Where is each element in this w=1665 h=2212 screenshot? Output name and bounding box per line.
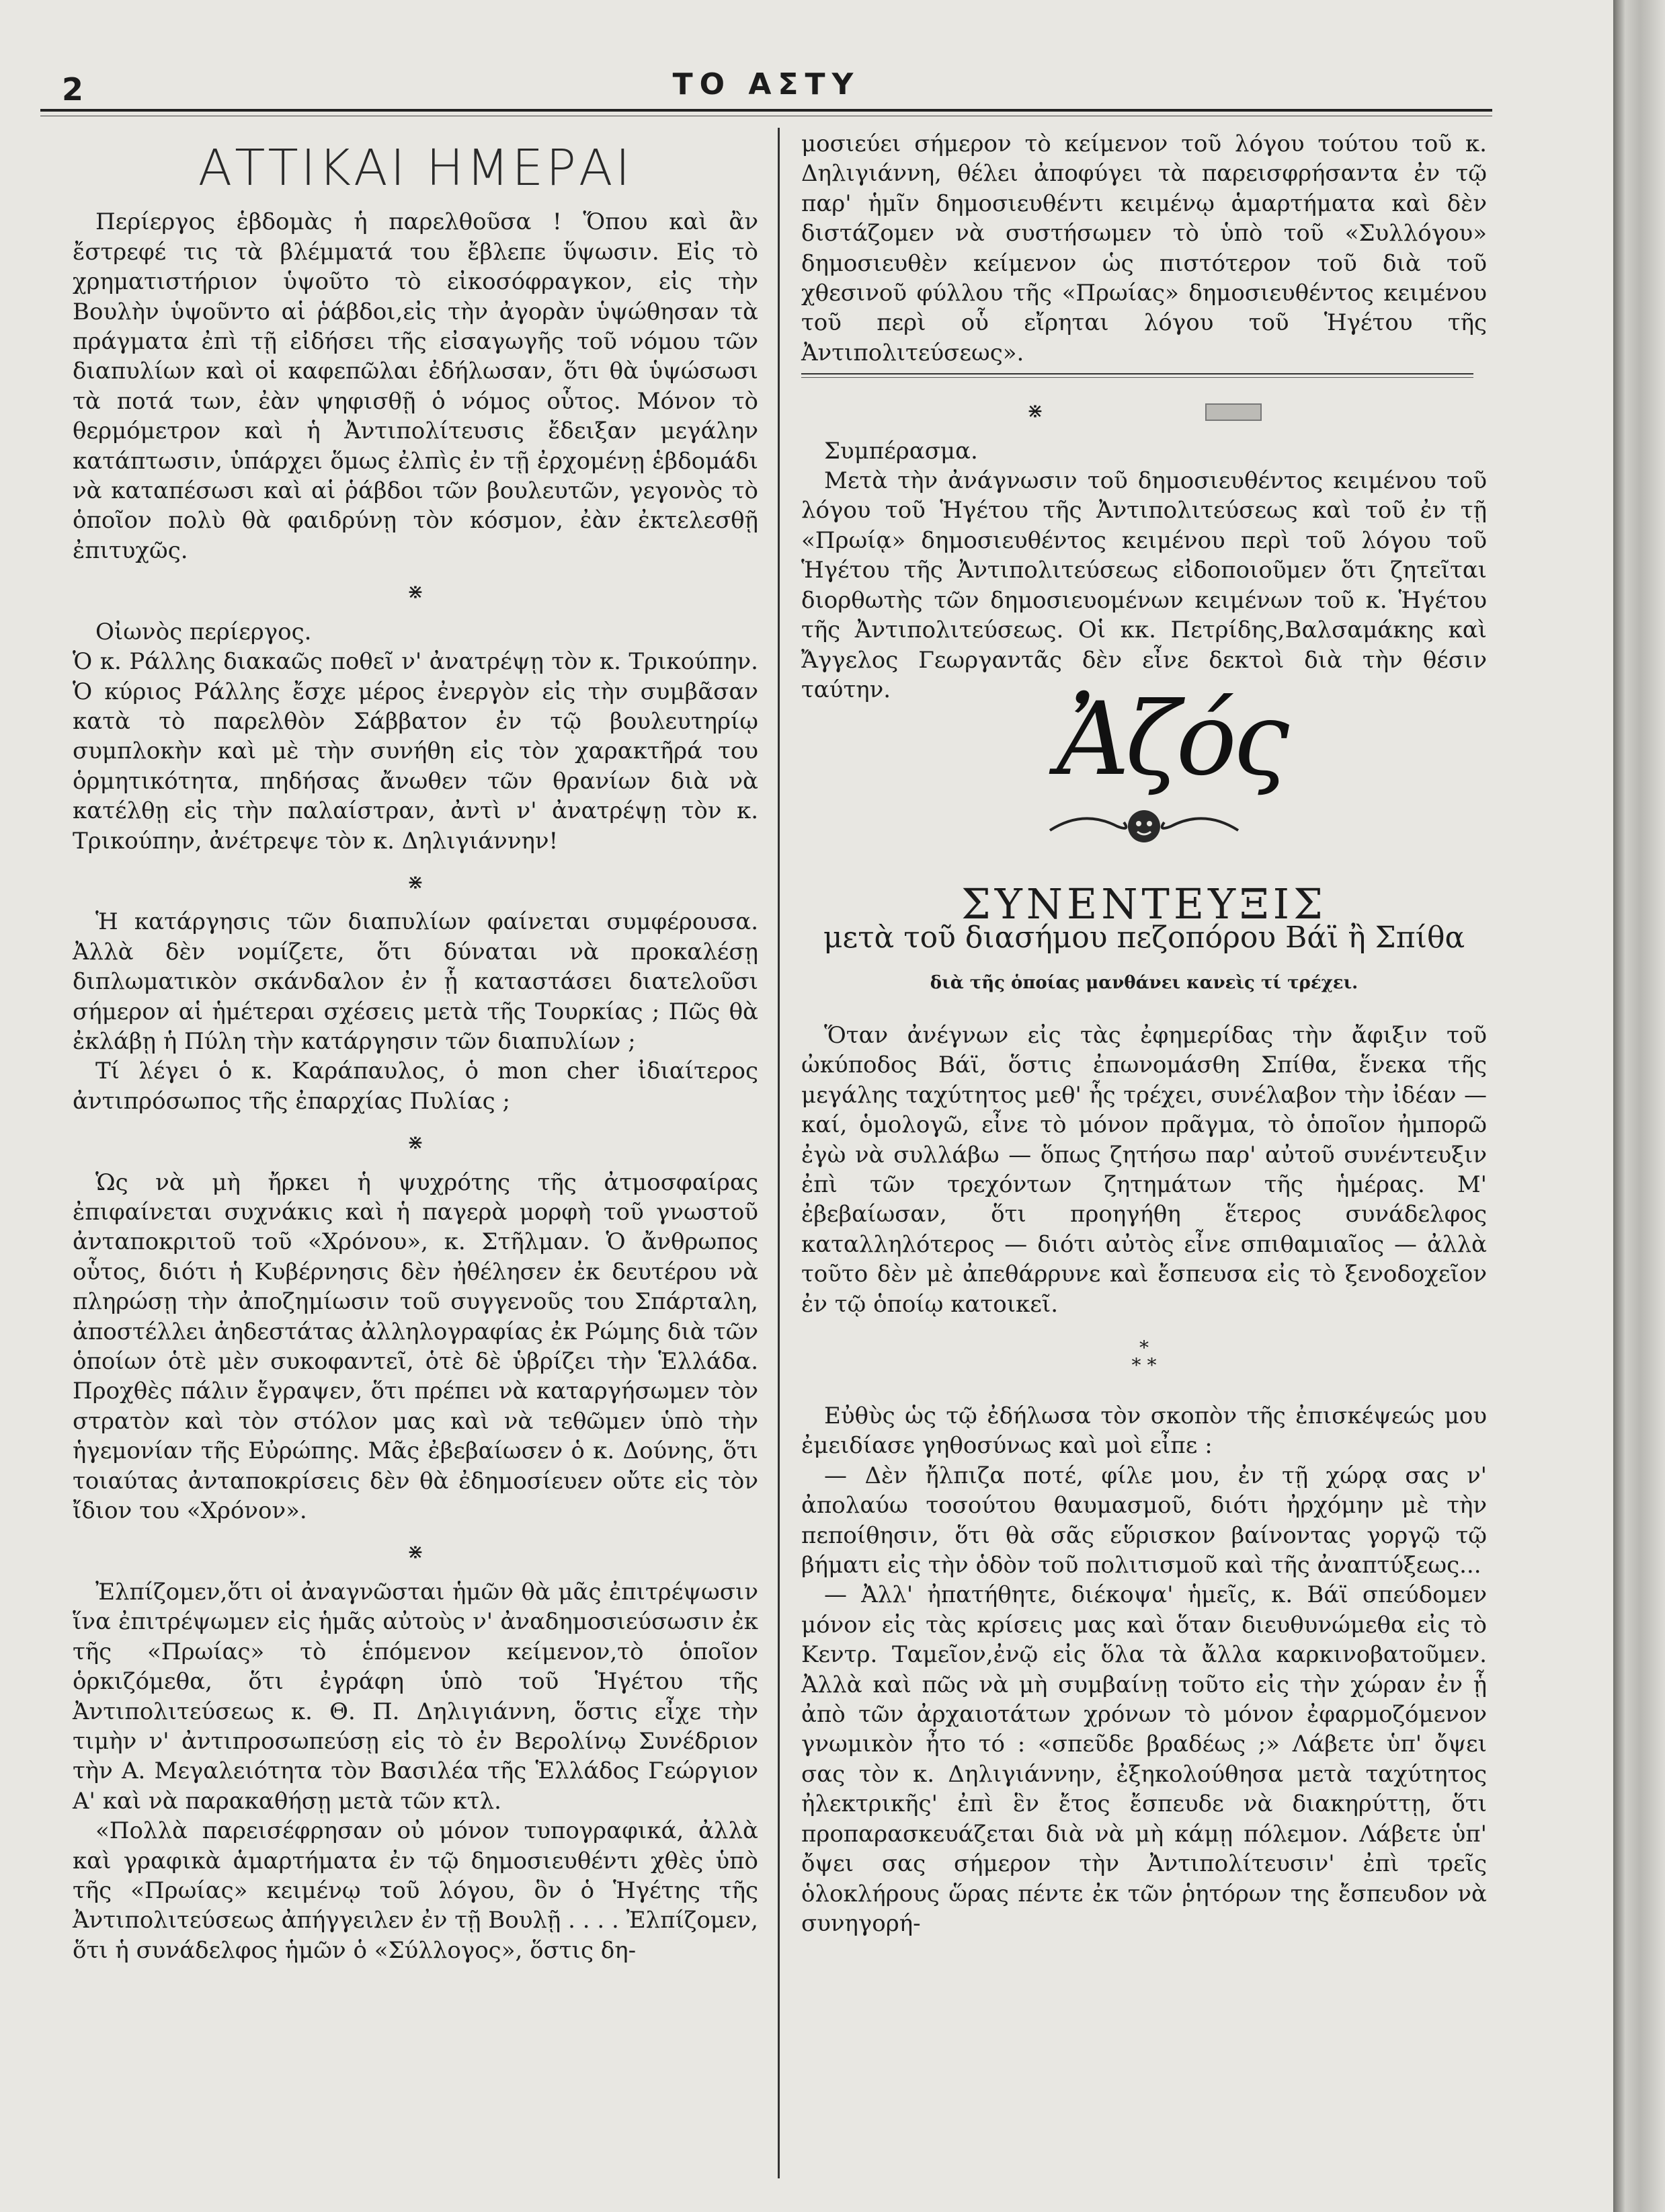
page-number: 2	[62, 71, 84, 108]
signature: Ἀζός	[1057, 681, 1285, 799]
paragraph: Ἐλπίζομεν,ὅτι οἱ ἀναγνῶσται ἡμῶν θὰ μᾶς ἐπιτρέψωσιν ἵνα ἐπιτρέψωμεν εἰς ἡμᾶς αὐτοὺς ν' ἀναδημοσιεύσωσιν ἐκ τῆς «Πρωίας» τὸ ἑπόμενον κείμενον,τὸ ὁποῖον ὁρκιζόμεθα, ὅτι ἐγράφη ὑπὸ τοῦ Ἡγέτου τῆς Ἀντιπολιτεύσεως κ. Θ. Π. Δηλιγιάννη, ὅστις εἶχε τὴν τιμὴν ν' ἀντιπροσωπεύσῃ εἰς τὸ ἐν Βερολίνῳ Συνέδριον τὴν Α. Μεγαλειότητα τὸν Βασιλέα τῆς Ἑλλάδος Γεώργιον Α' καὶ νὰ παρακαθήσῃ μετὰ τῶν κτλ.	[73, 1578, 758, 1815]
paragraph: «Πολλὰ παρεισέφρησαν οὐ μόνον τυπογραφικά, ἀλλὰ καὶ γραφικὰ ἁμαρτήματα ἐν τῷ δημοσιευθέντι χθὲς ὑπὸ τῆς «Πρωίας» κειμένῳ τοῦ λόγου, ὃν ὁ Ἡγέτης τῆς Ἀντιπολιτεύσεως ἀπήγγειλεν ἐν τῇ Βουλῇ . . . . Ἐλπίζομεν, ὅτι ἡ συνάδελφος ἡμῶν ὁ «Σύλλογος», ὅστις δη-	[73, 1817, 758, 1964]
interview-title: ΣΥΝΕΝΤΕΥΞΙΣ	[961, 879, 1328, 929]
interview-tagline: διὰ τῆς ὁποίας μανθάνει κανεὶς τί τρέχει.	[930, 972, 1358, 993]
asterism-bottom: * *	[1131, 1354, 1157, 1376]
left-column	[73, 129, 758, 1965]
separator-star: ⋇	[407, 1540, 424, 1565]
page-header	[40, 67, 1492, 114]
paragraph: Τί λέγει ὁ κ. Καράπαυλος, ὁ mon cher ἰδιαίτερος ἀντιπρόσωπος τῆς ἐπαρχίας Πυλίας ;	[73, 1058, 758, 1115]
paragraph: Ὁ κ. Ράλλης διακαῶς ποθεῖ ν' ἀνατρέψῃ τὸν κ. Τρικούπην. Ὁ κύριος Ράλλης ἔσχε μέρος ἐνεργὸν εἰς τὴν συμβᾶσαν κατὰ τὸ παρελθὸν Σάββατον ἐν τῷ βουλευτηρίῳ συμπλοκὴν καὶ μὲ τὴν συνήθη εἰς τὸν χαρακτῆρά του ὁρμητικότητα, πηδήσας ἄνωθεν τῶν θρανίων διὰ νὰ κατέλθῃ εἰς τὴν παλαίστραν, ἀντὶ ν' ἀνατρέψῃ τὸν κ. Τρικούπην, ἀνέτρεψε τὸν κ. Δηλιγιάννην!	[73, 648, 758, 855]
asterism-top: *	[1139, 1337, 1149, 1359]
paragraph: μοσιεύει σήμερον τὸ κείμενον τοῦ λόγου τούτου τοῦ κ. Δηλιγιάννη, θέλει ἀποφύγει τὰ παρεισφρήσαντα ἐν τῷ παρ' ἡμῖν δημοσιευθέντι κειμένῳ ἁμαρτήματα καὶ δὲν διστάζομεν νὰ συστήσωμεν τὸ ὑπὸ τοῦ «Συλλόγου» δημοσιευθὲν κείμενον ὡς πιστότερον τοῦ διὰ τοῦ χθεσινοῦ φύλλου τῆς «Πρωίας» δημοσιευθέντος κειμένου τοῦ περὶ οὗ εἴρηται λόγου τοῦ Ἡγέτου τῆς Ἀντιπολιτεύσεως».	[801, 130, 1487, 366]
section-title: ΑΤΤΙΚΑΙ ΗΜΕΡΑΙ	[198, 139, 633, 197]
section-rule	[801, 373, 1473, 374]
section-rule-thin	[801, 377, 1473, 378]
star-glyph: ⋇	[1026, 399, 1044, 424]
masthead: ΤΟ ΑΣΤΥ	[672, 67, 860, 102]
paragraph: Ὡς νὰ μὴ ἤρκει ἡ ψυχρότης τῆς ἀτμοσφαίρας ἐπιφαίνεται συχνάκις καὶ ἡ παγερὰ μορφὴ τοῦ γνωστοῦ ἀνταποκριτοῦ τοῦ «Χρόνου», κ. Στῆλμαν. Ὁ ἄνθρωπος οὗτος, διότι ἡ Κυβέρνησις δὲν ἠθέλησεν ἐκ δευτέρου νὰ πληρώσῃ τὴν ἀποζημίωσιν τοῦ συγγενοῦς του Σπάρταλη, ἀποστέλλει ἀηδεστάτας ἀλληλογραφίας ἐκ Ρώμης διὰ τῶν ὁποίων ὁτὲ μὲν συκοφαντεῖ, ὁτὲ δὲ ὑβρίζει τὴν Ἑλλάδα. Προχθὲς πάλιν ἔγραψεν, ὅτι πρέπει νὰ καταργήσωμεν τὸν στρατὸν καὶ τὸν στόλον μας καὶ νὰ τεθῶμεν ὑπὸ τὴν ἡγεμονίαν τῆς Εὐρώπης. Μᾶς ἐβεβαίωσεν ὁ κ. Δούνης, ὅτι τοιαύτας ἀνταποκρίσεις δὲν θὰ ἐδημοσίευεν οὔτε εἰς τὸν ἴδιον του «Χρόνον».	[73, 1169, 758, 1525]
header-rule	[40, 109, 1492, 112]
paragraph: Ὅταν ἀνέγνων εἰς τὰς ἐφημερίδας τὴν ἄφιξιν τοῦ ὠκύποδος Βάϊ, ὅστις ἐπωνομάσθη Σπίθα, ἕνεκα τῆς μεγάλης ταχύτητος μεθ' ἧς τρέχει, συνέλαβον τὴν ἰδέαν — καί, ὁμολογῶ, εἶνε τὸ μόνον πρᾶγμα, τὸ ὁποῖον ἠμπορῶ ἐγὼ νὰ συλλάβω — ὅπως ζητήσω παρ' αὐτοῦ συνέντευξιν ἐπὶ τῶν τρεχόντων ζητημάτων τῆς ἡμέρας. Μ' ἐβεβαίωσαν, ὅτι προηγήθη ἕτερος συνάδελφος καταλληλότερος — διότι αὐτὸς εἶνε σπιθαμιαῖος — ἀλλὰ τοῦτο δὲν μὲ ἀπεθάρρυνε καὶ ἔσπευσα εἰς τὸ ξενοδοχεῖον ἐν τῷ ὁποίῳ κατοικεῖ.	[801, 1021, 1487, 1318]
paragraph: Μετὰ τὴν ἀνάγνωσιν τοῦ δημοσιευθέντος κειμένου τοῦ λόγου τοῦ Ἡγέτου τῆς Ἀντιπολιτεύσεως καὶ τοῦ ἐν τῇ «Πρωίᾳ» δημοσιευθέντος κειμένου περὶ τοῦ λόγου τοῦ Ἡγέτου τῆς Ἀντιπολιτεύσεως εἰδοποιοῦμεν ὅτι ζητεῖται διορθωτὴς τῶν δημοσιευομένων κειμένων τοῦ κ. Ἡγέτου τῆς Ἀντιπολιτεύσεως. Οἱ κκ. Πετρίδης,Βαλσαμάκης καὶ Ἄγγελος Γεωργαντᾶς δὲν εἶνε δεκτοὶ διὰ τὴν θέσιν ταύτην.	[801, 467, 1487, 703]
stamp-mark	[1205, 403, 1262, 421]
paragraph: — Ἀλλ' ἠπατήθητε, διέκοψα' ἡμεῖς, κ. Βάϊ σπεύδομεν μόνον εἰς τὰς κρίσεις μας καὶ ὅταν διευθυνώμεθα εἰς τὸ Κεντρ. Ταμεῖον,ἐνῷ εἰς ὅλα τὰ ἄλλα καρκινοβατοῦμεν. Ἀλλὰ καὶ πῶς νὰ μὴ συμβαίνῃ τοῦτο εἰς τὴν χώραν ἐν ᾗ ἀπὸ τῶν ἀρχαιοτάτων χρόνων τὸ μόνον ἐφαρμοζόμενον γνωμικὸν ἦτο τό : «σπεῦδε βραδέως ;» Λάβετε ὑπ' ὄψει σας τὸν κ. Δηλιγιάννην, ἐξηκολούθησα μετὰ ταχύτητος ἠλεκτρικῆς' ἐπὶ ἓν ἔτος ἔσπευδε νὰ διακηρύττῃ, ὅτι προπαρασκευάζεται διὰ νὰ μὴ κάμῃ πόλεμον. Λάβετε ὑπ' ὄψει σας σήμερον τὴν Ἀντιπολίτευσιν' ἐπὶ τρεῖς ὁλοκλήρους ὥρας πέντε ἐκ τῶν ῥητόρων της ἔσπευδον νὰ συνηγορή-	[801, 1581, 1487, 1937]
interview-subtitle: μετὰ τοῦ διασήμου πεζοπόρου Βάϊ ἢ Σπίθα	[823, 920, 1465, 955]
separator-star: ⋇	[407, 1131, 424, 1155]
paragraph: Ἡ κατάργησις τῶν διαπυλίων φαίνεται συμφέρουσα. Ἀλλὰ δὲν νομίζετε, ὅτι δύναται νὰ προκαλέσῃ διπλωματικὸν σκάνδαλον ἐν ᾗ καταστάσει διατελοῦσι σήμερον αἱ ἡμέτεραι σχέσεις μετὰ τῆς Τουρκίας ; Πῶς θὰ ἐκλάβῃ ἡ Πύλη τὴν κατάργησιν τῶν διαπυλίων ;	[73, 908, 758, 1055]
separator-star: ⋇	[407, 870, 424, 894]
separator-star: ⋇	[407, 580, 424, 604]
ornament-icon	[1043, 802, 1245, 849]
paragraph: Εὐθὺς ὡς τῷ ἐδήλωσα τὸν σκοπὸν τῆς ἐπισκέψεώς μου ἐμειδίασε γηθοσύνως καὶ μοὶ εἶπε :	[801, 1403, 1487, 1460]
paragraph: Περίεργος ἑβδομὰς ἡ παρελθοῦσα ! Ὅπου καὶ ἂν ἔστρεφέ τις τὰ βλέμματά του ἔβλεπε ὕψωσιν. Εἰς τὸ χρηματιστήριον ὑψοῦτο τὸ εἰκοσόφραγκον, εἰς τὴν Βουλὴν ὑψοῦντο αἱ ῥάβδοι,εἰς τὴν ἀγορὰν ὑψώθησαν τὰ πράγματα ἐπὶ τῇ εἰδήσει τῆς εἰσαγωγῆς τοῦ νόμου τῶν διαπυλίων καὶ οἱ καφεπῶλαι ἐδήλωσαν, ὅτι θὰ ὑψώσωσι τὰ ποτά των, ἐὰν ψηφισθῇ ὁ νόμος οὗτος. Μόνον τὸ θερμόμετρον καὶ ἡ Ἀντιπολίτευσις ἔδειξαν μεγάλην κατάπτωσιν, ὑπάρχει ὅμως ἐλπὶς ἐν τῇ ἐρχομένῃ ἑβδομάδι νὰ καταπέσωσι καὶ αἱ ῥάβδοι τῶν βουλευτῶν, γεγονὸς τὸ ὁποῖον πολὺ θὰ φαιδρύνῃ τὸν κόσμον, ἐὰν ἐκτελεσθῇ ἐπιτυχῶς.	[73, 208, 758, 564]
paragraph: Συμπέρασμα.	[824, 437, 978, 465]
column-divider	[778, 128, 780, 2178]
separator-star	[801, 397, 1487, 426]
paragraph: — Δὲν ἤλπιζα ποτέ, φίλε μου, ἐν τῇ χώρᾳ σας ν' ἀπολαύω τοσούτου θαυμασμοῦ, διότι ἠρχόμην μὲ τὴν πεποίθησιν, ὅτι θὰ σᾶς εὕρισκον βαίνοντας γοργῷ τῷ βήματι εἰς τὴν ὁδὸν τοῦ πολιτισμοῦ καὶ τῆς ἀναπτύξεως...	[801, 1462, 1487, 1579]
page-edge	[1613, 0, 1665, 2212]
paragraph: Οἰωνὸς περίεργος.	[95, 618, 312, 645]
right-column	[801, 129, 1487, 1938]
asterism	[801, 1339, 1487, 1374]
